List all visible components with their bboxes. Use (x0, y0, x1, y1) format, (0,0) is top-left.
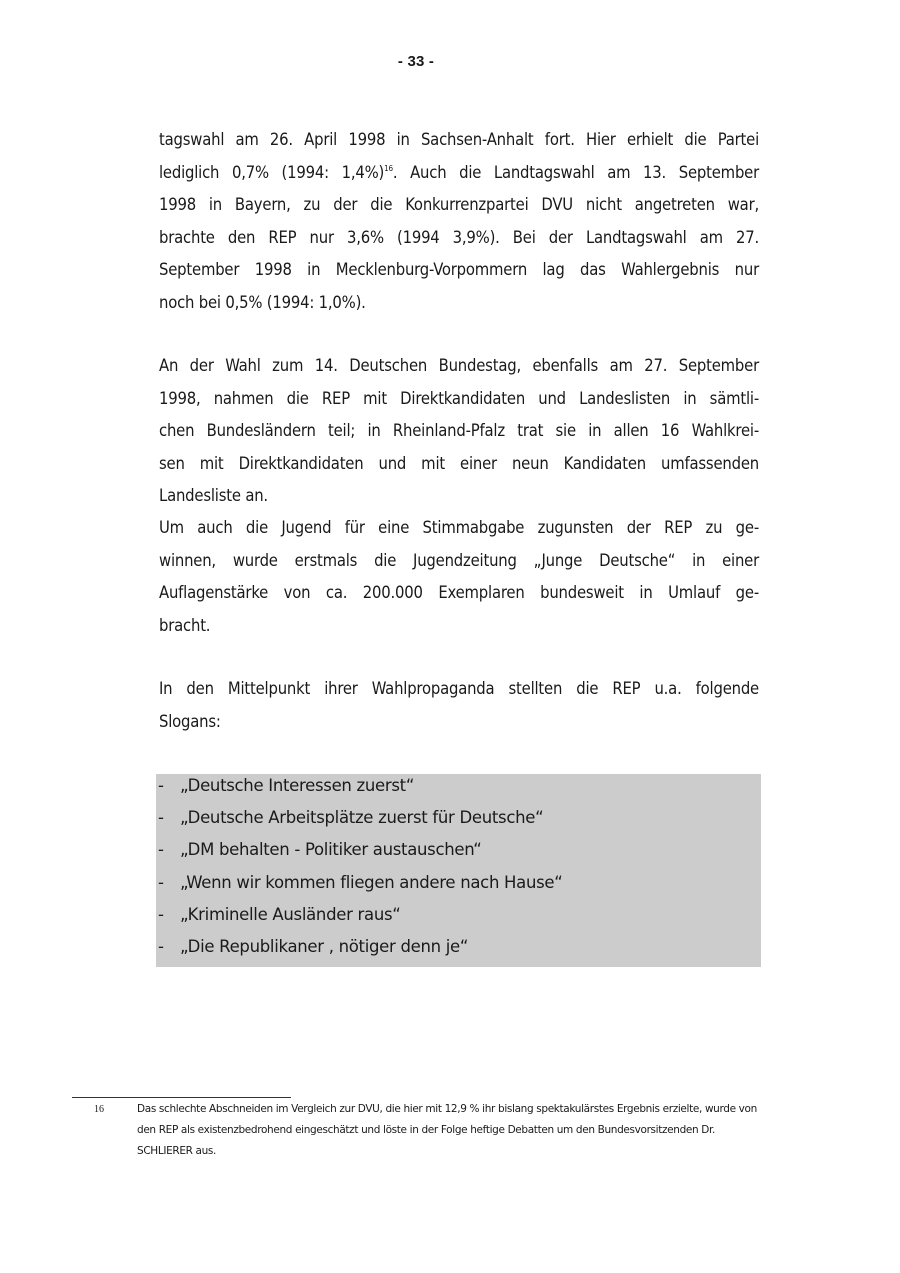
slogan-item (156, 806, 756, 838)
text-line: Slogans: (159, 711, 221, 731)
bullet-dash-icon: - (158, 808, 164, 827)
footnote-number: 16 (94, 1104, 104, 1115)
slogan-item (156, 871, 756, 903)
text-line: tagswahl am 26. April 1998 in Sachsen-Anhalt fort. Hier erhielt die Partei (159, 130, 759, 149)
slogan-item (156, 935, 756, 967)
text-line: Landesliste an. (159, 486, 268, 505)
footnote-line: den REP als existenzbedrohend eingeschätzt und löste in der Folge heftige Debatten um den Bundesvorsitzenden Dr. (137, 1124, 716, 1136)
paragraph-bundestag-election (159, 350, 759, 513)
slogan-text: „Wenn wir kommen fliegen andere nach Hause“ (180, 873, 563, 892)
text-line: noch bei 0,5% (1994: 1,0%). (159, 292, 366, 312)
paragraph-youth-newspaper (159, 512, 759, 642)
bullet-dash-icon: - (158, 937, 164, 956)
slogan-list (156, 774, 761, 967)
bullet-dash-icon: - (158, 873, 164, 892)
text-line: Um auch die Jugend für eine Stimmabgabe zugunsten der REP zu ge- (159, 518, 759, 537)
text-line: 1998 in Bayern, zu der die Konkurrenzpartei DVU nicht angetreten war, (159, 195, 759, 214)
footnote-separator (72, 1097, 291, 1098)
slogan-text: „Deutsche Interessen zuerst“ (180, 776, 415, 795)
text-line: winnen, wurde erstmals die Jugendzeitung „Junge Deutsche“ in einer (159, 550, 759, 570)
bullet-dash-icon: - (158, 840, 164, 859)
footnote-text (137, 1099, 759, 1162)
footnote-line: SCHLIERER aus. (137, 1145, 217, 1157)
text-line: September 1998 in Mecklenburg-Vorpommern lag das Wahlergebnis nur (159, 260, 759, 279)
text-line: sen mit Direktkandidaten und mit einer neun Kandidaten umfassenden (159, 453, 759, 473)
text-line: 1998, nahmen die REP mit Direktkandidaten und Landeslisten in sämtli- (159, 388, 759, 408)
footnote-reference[interactable]: 16 (384, 163, 393, 173)
text-line: An der Wahl zum 14. Deutschen Bundestag, ebenfalls am 27. September (159, 356, 759, 375)
bullet-dash-icon: - (158, 905, 164, 924)
paragraph-slogans-intro (159, 673, 759, 738)
page-number: - 33 - (397, 53, 435, 70)
text-line: chen Bundesländern teil; in Rheinland-Pfalz trat sie in allen 16 Wahlkrei- (159, 421, 759, 440)
text-line: brachte den REP nur 3,6% (1994 3,9%). Bei der Landtagswahl am 27. (159, 227, 759, 247)
text-line: bracht. (159, 615, 211, 635)
paragraph-state-elections (159, 124, 759, 319)
slogan-text: „Deutsche Arbeitsplätze zuerst für Deutsche“ (180, 808, 544, 827)
text-line: In den Mittelpunkt ihrer Wahlpropaganda stellten die REP u.a. folgende (159, 679, 759, 698)
bullet-dash-icon: - (158, 776, 164, 795)
slogan-item (156, 774, 756, 806)
slogan-item (156, 838, 756, 870)
slogan-text: „DM behalten - Politiker austauschen“ (180, 840, 482, 859)
slogan-item (156, 903, 756, 935)
text-line: lediglich 0,7% (1994: 1,4%)$^{16}$. Auch die Landtagswahl am 13. September (159, 162, 760, 182)
text-line: Auflagenstärke von ca. 200.000 Exemplaren bundesweit in Umlauf ge- (159, 583, 759, 602)
slogan-text: „Kriminelle Ausländer raus“ (180, 905, 401, 924)
footnote-line: Das schlechte Abschneiden im Vergleich zur DVU, die hier mit 12,9 % ihr bislang spektakulärstes Ergebnis erzielte, wurde von (137, 1103, 757, 1115)
slogan-text: „Die Republikaner , nötiger denn je“ (180, 937, 469, 956)
